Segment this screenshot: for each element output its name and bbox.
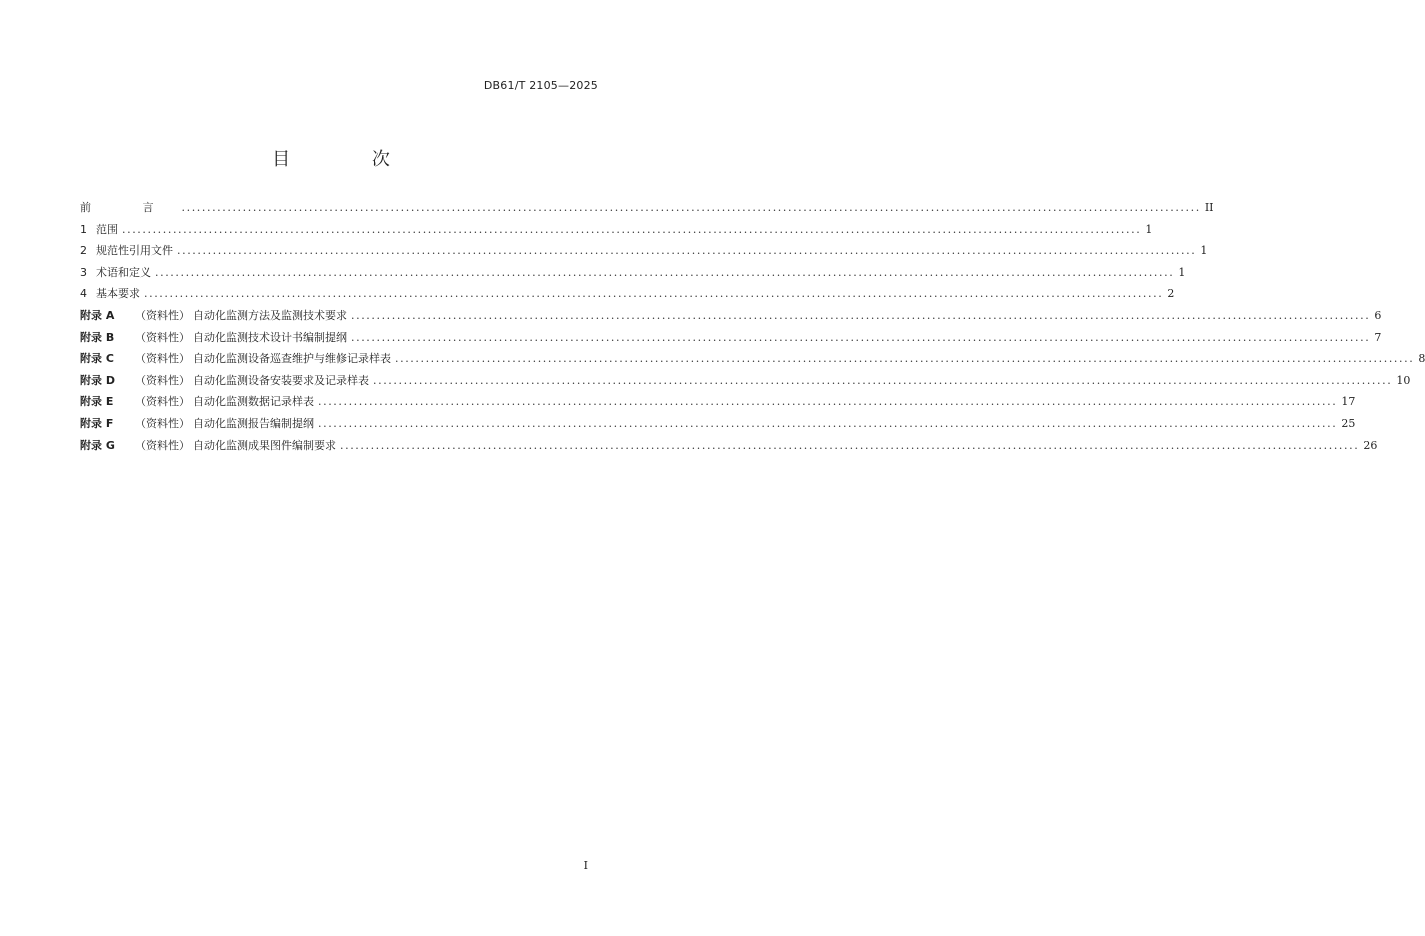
toc-entry-label: 规范性引用文件 bbox=[96, 244, 173, 258]
leader-dots: ........................................................................................................................................................................................................ bbox=[144, 287, 1164, 301]
toc-entry-number: 2 bbox=[80, 244, 87, 258]
toc-entry-label: 自动化监测设备安装要求及记录样表 bbox=[193, 373, 369, 387]
toc-entry-label: 前 言 bbox=[80, 201, 178, 214]
appendix-label: 附录 B bbox=[80, 330, 115, 344]
toc-entry-page: 2 bbox=[1167, 287, 1175, 301]
leader-dots: ........................................................................................................................................................................................................ bbox=[181, 201, 1201, 214]
toc-entry-label: 自动化监测报告编制提纲 bbox=[193, 416, 314, 430]
toc-entry-number: 3 bbox=[80, 265, 87, 279]
toc-entry-page: 25 bbox=[1341, 416, 1356, 430]
toc-entry-section-3[interactable] bbox=[80, 264, 1186, 286]
toc-entry-section-4[interactable] bbox=[80, 285, 1175, 307]
toc-entry-page: 17 bbox=[1341, 395, 1356, 409]
toc-entry-label: 基本要求 bbox=[96, 287, 140, 301]
appendix-type: （资料性） bbox=[135, 416, 190, 430]
toc-entry-section-1[interactable] bbox=[80, 221, 1153, 243]
toc-entry-appendix-e[interactable] bbox=[80, 393, 1356, 415]
toc-entry-page: 6 bbox=[1374, 308, 1382, 322]
appendix-label: 附录 F bbox=[80, 416, 114, 430]
document-code: DB61/T 2105—2025 bbox=[483, 79, 598, 92]
toc-entry-appendix-b[interactable] bbox=[80, 329, 1382, 351]
toc-entry-label: 自动化监测方法及监测技术要求 bbox=[193, 308, 347, 322]
page-number: I bbox=[583, 859, 588, 872]
toc-entry-appendix-d[interactable] bbox=[80, 372, 1411, 394]
leader-dots: ........................................................................................................................................................................................................ bbox=[373, 373, 1393, 387]
toc-entry-page: 1 bbox=[1200, 244, 1208, 258]
toc-entry-page: 7 bbox=[1374, 330, 1382, 344]
appendix-label: 附录 A bbox=[80, 308, 115, 322]
toc-entry-number: 1 bbox=[80, 222, 87, 236]
leader-dots: ........................................................................................................................................................................................................ bbox=[122, 222, 1142, 236]
toc-entry-page: II bbox=[1204, 201, 1214, 214]
toc-entry-page: 8 bbox=[1418, 352, 1425, 366]
toc-entry-label: 自动化监测数据记录样表 bbox=[193, 395, 314, 409]
table-of-contents bbox=[80, 199, 1425, 458]
toc-entry-page: 1 bbox=[1145, 222, 1153, 236]
appendix-label: 附录 C bbox=[80, 352, 114, 366]
page-title bbox=[0, 145, 662, 171]
toc-entry-appendix-f[interactable] bbox=[80, 415, 1356, 437]
leader-dots: ........................................................................................................................................................................................................ bbox=[177, 244, 1197, 258]
toc-entry-label: 自动化监测设备巡查维护与维修记录样表 bbox=[193, 352, 391, 366]
leader-dots: ........................................................................................................................................................................................................ bbox=[351, 308, 1371, 322]
appendix-type: （资料性） bbox=[135, 438, 190, 452]
appendix-label: 附录 E bbox=[80, 395, 114, 409]
toc-entry-appendix-g[interactable] bbox=[80, 437, 1378, 459]
toc-entry-label: 范围 bbox=[96, 222, 118, 236]
leader-dots: ........................................................................................................................................................................................................ bbox=[395, 352, 1415, 366]
toc-entry-appendix-c[interactable] bbox=[80, 350, 1425, 372]
leader-dots: ........................................................................................................................................................................................................ bbox=[318, 395, 1338, 409]
toc-entry-label: 自动化监测技术设计书编制提纲 bbox=[193, 330, 347, 344]
toc-entry-page: 10 bbox=[1396, 373, 1411, 387]
title-text: 目 次 bbox=[272, 149, 428, 170]
toc-entry-page: 26 bbox=[1363, 438, 1378, 452]
leader-dots: ........................................................................................................................................................................................................ bbox=[155, 265, 1175, 279]
toc-entry-section-2[interactable] bbox=[80, 242, 1208, 264]
toc-entry-preface[interactable] bbox=[80, 199, 1214, 221]
appendix-type: （资料性） bbox=[135, 395, 190, 409]
toc-entry-number: 4 bbox=[80, 287, 87, 301]
appendix-label: 附录 D bbox=[80, 373, 115, 387]
appendix-type: （资料性） bbox=[135, 373, 190, 387]
leader-dots: ........................................................................................................................................................................................................ bbox=[318, 416, 1338, 430]
appendix-type: （资料性） bbox=[135, 352, 190, 366]
toc-entry-page: 1 bbox=[1178, 265, 1186, 279]
toc-entry-appendix-a[interactable] bbox=[80, 307, 1382, 329]
leader-dots: ........................................................................................................................................................................................................ bbox=[340, 438, 1360, 452]
toc-entry-label: 术语和定义 bbox=[96, 265, 151, 279]
appendix-label: 附录 G bbox=[80, 438, 115, 452]
toc-entry-label: 自动化监测成果图件编制要求 bbox=[193, 438, 336, 452]
leader-dots: ........................................................................................................................................................................................................ bbox=[351, 330, 1371, 344]
appendix-type: （资料性） bbox=[135, 308, 190, 322]
appendix-type: （资料性） bbox=[135, 330, 190, 344]
